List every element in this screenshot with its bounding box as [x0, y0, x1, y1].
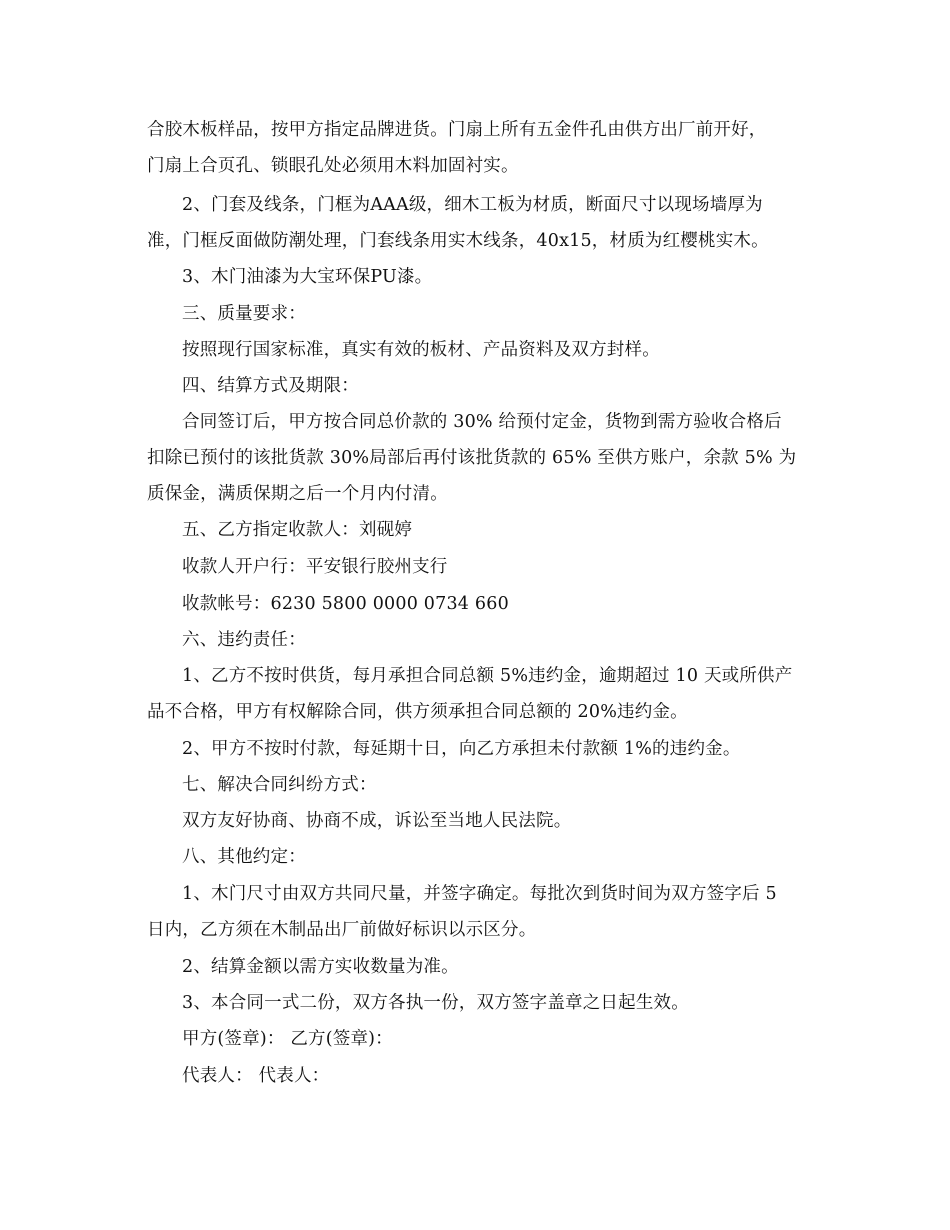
paragraph-line: 质保金，满质保期之后一个月内付清。 — [147, 484, 448, 504]
paragraph-line: 3、木门油漆为大宝环保PU漆。 — [182, 267, 433, 287]
paragraph-line: 1、乙方不按时供货，每月承担合同总额 5%违约金，逾期超过 10 天或所供产 — [182, 666, 793, 686]
paragraph-line: 收款帐号：6230 5800 0000 0734 660 — [182, 594, 509, 614]
paragraph-line: 双方友好协商、协商不成，诉讼至当地人民法院。 — [182, 811, 572, 831]
signature-line: 代表人： 代表人： — [182, 1066, 330, 1086]
section-heading: 三、质量要求： — [182, 304, 306, 324]
signature-line: 甲方(签章)： 乙方(签章)： — [182, 1029, 393, 1049]
paragraph-line: 3、本合同一式二份，双方各执一份，双方签字盖章之日起生效。 — [182, 993, 689, 1013]
paragraph-line: 2、甲方不按时付款，每延期十日，向乙方承担未付款额 1%的违约金。 — [182, 739, 741, 759]
paragraph-line: 合同签订后，甲方按合同总价款的 30% 给预付定金，货物到需方验收合格后 — [182, 412, 782, 432]
paragraph-line: 准，门框反面做防潮处理，门套线条用实木线条，40x15，材质为红樱桃实木。 — [147, 231, 769, 251]
paragraph-line: 按照现行国家标准，真实有效的板材、产品资料及双方封样。 — [182, 340, 660, 360]
paragraph-line: 合胶木板样品，按甲方指定品牌进货。门扇上所有五金件孔由供方出厂前开好， — [147, 120, 767, 140]
section-heading: 五、乙方指定收款人：刘砚婷 — [182, 520, 413, 540]
paragraph-line: 收款人开户行：平安银行胶州支行 — [182, 557, 448, 577]
section-heading: 六、违约责任： — [182, 630, 306, 650]
paragraph-line: 品不合格，甲方有权解除合同，供方须承担合同总额的 20%违约金。 — [147, 702, 688, 722]
section-heading: 八、其他约定： — [182, 847, 306, 867]
paragraph-line: 2、结算金额以需方实收数量为准。 — [182, 957, 459, 977]
section-heading: 四、结算方式及期限： — [182, 376, 359, 396]
paragraph-line: 扣除已预付的该批货款 30%局部后再付该批货款的 65% 至供方账户，余款 5% 为 — [147, 448, 797, 468]
paragraph-line: 门扇上合页孔、锁眼孔处必须用木料加固衬实。 — [147, 156, 519, 176]
paragraph-line: 日内，乙方须在木制品出厂前做好标识以示区分。 — [147, 920, 537, 940]
section-heading: 七、解决合同纠纷方式： — [182, 775, 377, 795]
paragraph-line: 1、木门尺寸由双方共同尺量，并签字确定。每批次到货时间为双方签字后 5 — [182, 884, 777, 904]
paragraph-line: 2、门套及线条，门框为AAA级，细木工板为材质，断面尺寸以现场墙厚为 — [182, 195, 763, 215]
